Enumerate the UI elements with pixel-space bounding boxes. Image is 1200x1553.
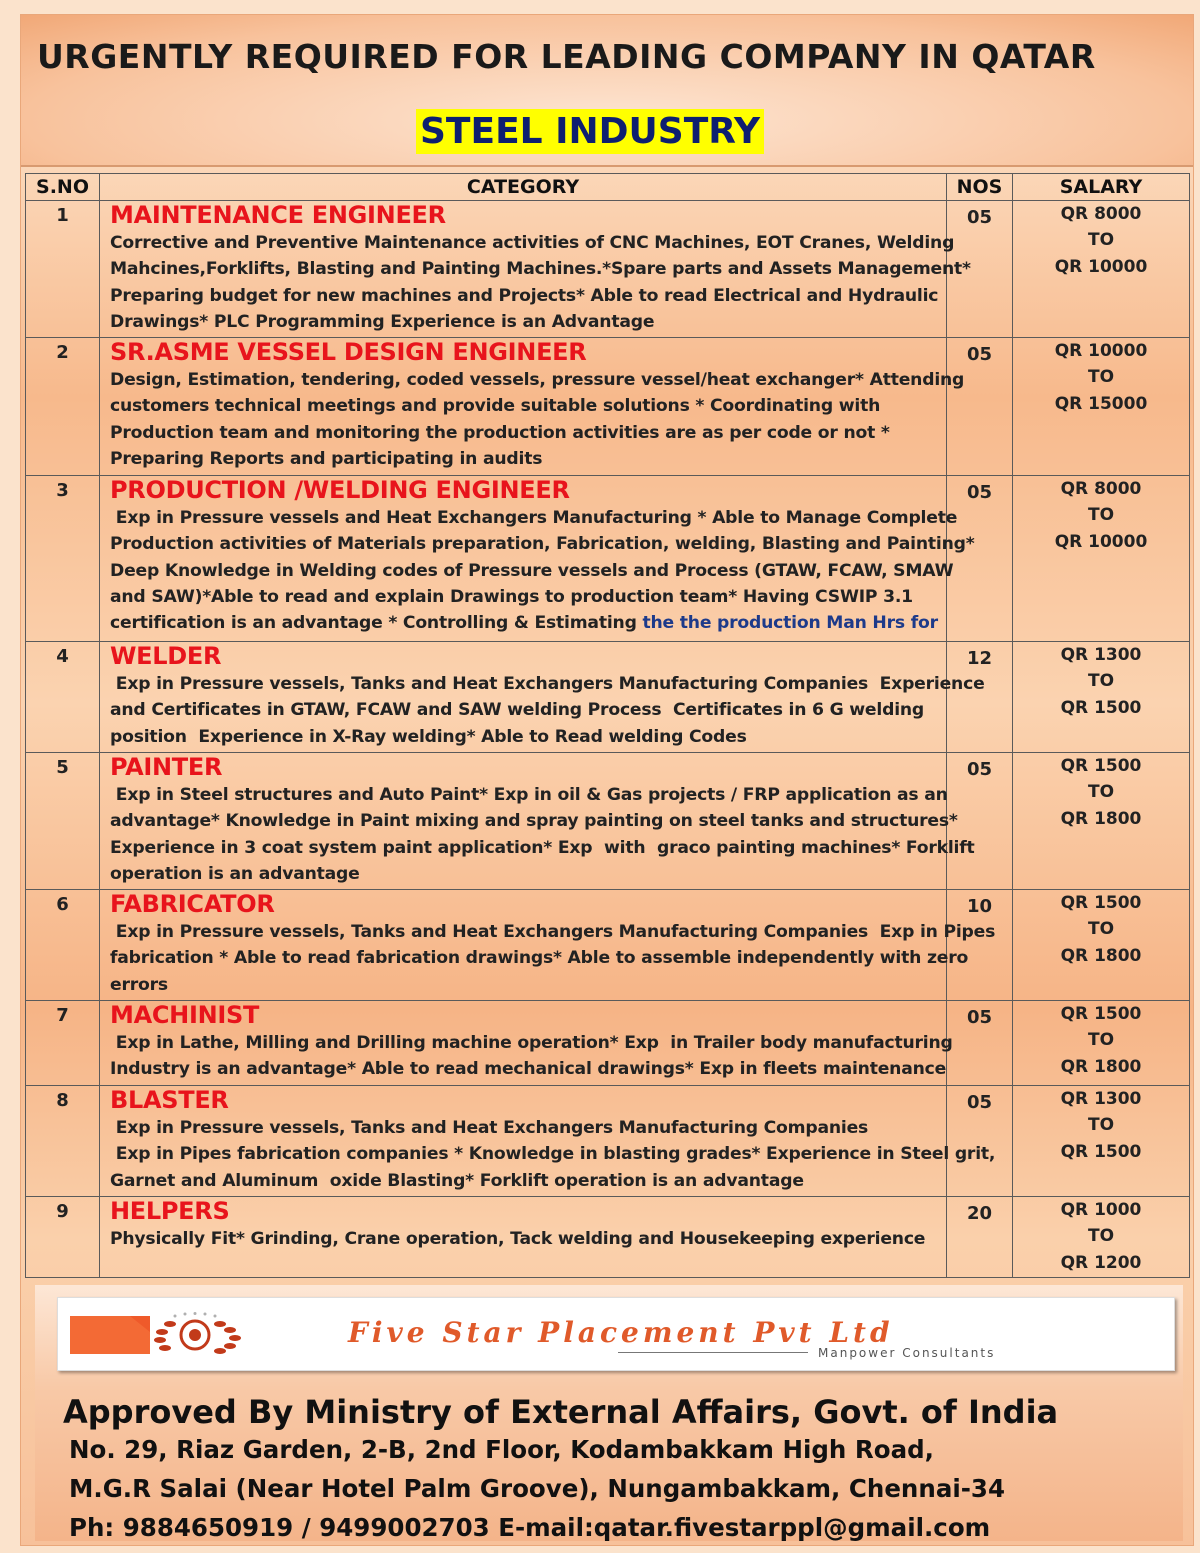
job-description-line: Preparing budget for new machines and Projects* Able to read Electrical and Hydraulic — [110, 285, 939, 306]
headline: URGENTLY REQUIRED FOR LEADING COMPANY IN QATAR — [37, 37, 1096, 76]
job-description-line: Preparing Reports and participating in audits — [110, 448, 543, 469]
job-title: PRODUCTION /WELDING ENGINEER — [110, 476, 570, 504]
job-description-line: Exp in Pressure vessels and Heat Exchangers Manufacturing * Able to Manage Complete — [110, 508, 958, 528]
job-description-line: Exp in Pipes fabrication companies * Knowledge in blasting grades* Experience in Steel grit, — [110, 1144, 996, 1165]
job-description-line: Mahcines,Forklifts, Blasting and Painting Machines.*Spare parts and Assets Management* — [110, 259, 971, 280]
row-salary — [1013, 753, 1190, 890]
jobs-table — [25, 173, 1190, 1278]
salary-line: TO — [1087, 1030, 1115, 1051]
address-line-2: M.G.R Salai (Near Hotel Palm Groove), Nungambakkam, Chennai-34 — [69, 1474, 1006, 1503]
salary-line: TO — [1087, 505, 1115, 526]
header-band — [21, 15, 1193, 167]
salary-line: QR 8000 — [1060, 479, 1142, 499]
company-logo-banner — [57, 1297, 1175, 1371]
salary-line: TO — [1087, 919, 1115, 940]
job-description-line: Garnet and Aluminum oxide Blasting* Forklift operation is an advantage — [110, 1170, 804, 1191]
job-title: FABRICATOR — [110, 890, 275, 918]
table-row — [26, 753, 1190, 890]
salary-line: TO — [1087, 367, 1115, 388]
job-description-line — [110, 610, 940, 636]
salary-line: TO — [1087, 1226, 1115, 1247]
salary-line: QR 1800 — [1060, 808, 1142, 829]
table-row — [26, 1001, 1190, 1086]
row-nos: 12 — [947, 642, 1013, 753]
salary-line: TO — [1087, 671, 1115, 692]
table-row — [26, 1197, 1190, 1278]
job-description-line: position Experience in X-Ray welding* Able to Read welding Codes — [110, 726, 747, 747]
column-header-sno: S.NO — [26, 174, 100, 201]
job-description-line: Industry is an advantage* Able to read mechanical drawings* Exp in fleets maintenance — [110, 1059, 947, 1080]
job-description-line: Production activities of Materials preparation, Fabrication, welding, Blasting and Painting* — [110, 534, 975, 555]
row-nos: 05 — [947, 1086, 1013, 1197]
job-title: PAINTER — [110, 753, 223, 781]
job-description-line: Corrective and Preventive Maintenance activities of CNC Machines, EOT Cranes, Welding — [110, 233, 955, 253]
salary-line: QR 1500 — [1060, 1004, 1142, 1024]
column-header-nos: NOS — [947, 174, 1013, 201]
contact-line: Ph: 9884650919 / 9499002703 E-mail:qatar.fivestarppl@gmail.com — [69, 1513, 991, 1542]
job-description-line: customers technical meetings and provide suitable solutions * Coordinating with — [110, 396, 881, 417]
job-description-line: and SAW)*Able to read and explain Drawings to production team* Having CSWIP 3.1 — [110, 586, 913, 607]
table-row — [26, 642, 1190, 753]
table-row — [26, 1086, 1190, 1197]
job-description-line: Design, Estimation, tendering, coded vessels, pressure vessel/heat exchanger* Attending — [110, 370, 965, 390]
row-salary — [1013, 642, 1190, 753]
job-description-line: Exp in Pressure vessels, Tanks and Heat Exchangers Manufacturing Companies Experience — [110, 674, 985, 694]
row-nos: 05 — [947, 201, 1013, 338]
row-sno: 6 — [26, 890, 100, 1001]
job-title: WELDER — [110, 642, 222, 670]
job-title: MACHINIST — [110, 1001, 260, 1029]
table-row — [26, 890, 1190, 1001]
job-description-line: Drawings* PLC Programming Experience is an Advantage — [110, 311, 655, 332]
job-title: HELPERS — [110, 1197, 230, 1225]
job-description-line: Production team and monitoring the production activities are as per code or not * — [110, 422, 890, 443]
salary-line: QR 10000 — [1054, 531, 1148, 552]
column-header-salary: SALARY — [1013, 174, 1190, 201]
job-description-text: certification is an advantage * Controlling & Estimating — [110, 613, 643, 634]
job-title: MAINTENANCE ENGINEER — [110, 201, 446, 229]
row-sno: 4 — [26, 642, 100, 753]
job-title: SR.ASME VESSEL DESIGN ENGINEER — [110, 338, 587, 366]
job-description-line: Exp in Pressure vessels, Tanks and Heat Exchangers Manufacturing Companies — [110, 1118, 869, 1138]
salary-line: QR 8000 — [1060, 204, 1142, 224]
salary-line: QR 10000 — [1054, 341, 1148, 361]
salary-line: QR 15000 — [1054, 393, 1148, 414]
salary-line: TO — [1087, 1115, 1115, 1136]
row-salary — [1013, 201, 1190, 338]
row-salary — [1013, 1197, 1190, 1278]
job-title: BLASTER — [110, 1086, 229, 1114]
row-sno: 2 — [26, 338, 100, 476]
job-poster — [20, 14, 1194, 1546]
row-category — [100, 1197, 947, 1278]
five-star-laurel-logo-icon — [70, 1312, 285, 1356]
row-sno: 8 — [26, 1086, 100, 1197]
row-nos: 05 — [947, 476, 1013, 642]
row-salary — [1013, 476, 1190, 642]
table-row — [26, 476, 1190, 642]
row-nos: 05 — [947, 338, 1013, 476]
company-name: Five Star Placement Pvt Ltd — [348, 1316, 894, 1349]
jobs-table-body — [26, 201, 1190, 1278]
salary-line: QR 1500 — [1060, 697, 1142, 718]
salary-line: QR 1800 — [1060, 945, 1142, 966]
job-description-line: advantage* Knowledge in Paint mixing and spray painting on steel tanks and structures* — [110, 811, 958, 832]
column-header-category: CATEGORY — [100, 174, 947, 201]
row-salary — [1013, 1001, 1190, 1086]
row-category — [100, 1001, 953, 1086]
job-description-line: Exp in Steel structures and Auto Paint* Exp in oil & Gas projects / FRP application as an — [110, 785, 948, 805]
row-salary — [1013, 1086, 1190, 1197]
job-description-line: Physically Fit* Grinding, Crane operation, Tack welding and Housekeeping experience — [110, 1229, 926, 1249]
salary-line: TO — [1087, 230, 1115, 251]
row-sno: 7 — [26, 1001, 100, 1086]
footer — [35, 1285, 1183, 1541]
job-description-line: and Certificates in GTAW, FCAW and SAW welding Process Certificates in 6 G welding — [110, 700, 925, 721]
row-nos: 20 — [947, 1197, 1013, 1278]
row-sno: 5 — [26, 753, 100, 890]
job-description-line: operation is an advantage — [110, 863, 360, 884]
job-description-line: Exp in Pressure vessels, Tanks and Heat Exchangers Manufacturing Companies Exp in Pipes — [110, 922, 996, 942]
row-nos: 05 — [947, 753, 1013, 890]
industry-label: STEEL INDUSTRY — [416, 109, 764, 154]
salary-line: QR 1500 — [1060, 1141, 1142, 1162]
job-description-highlight: the the production Man Hrs for — [642, 613, 938, 634]
salary-line: QR 1200 — [1060, 1252, 1142, 1273]
row-salary — [1013, 338, 1190, 476]
job-description-line: Exp in Lathe, Milling and Drilling machine operation* Exp in Trailer body manufacturing — [110, 1033, 953, 1053]
job-description-line: Deep Knowledge in Welding codes of Pressure vessels and Process (GTAW, FCAW, SMAW — [110, 560, 954, 581]
row-category — [100, 201, 971, 338]
company-subtitle: Manpower Consultants — [818, 1346, 996, 1360]
row-category — [100, 753, 975, 890]
salary-line: QR 1000 — [1060, 1200, 1142, 1220]
row-sno: 1 — [26, 201, 100, 338]
salary-line: QR 1300 — [1060, 1089, 1142, 1109]
salary-line: QR 10000 — [1054, 256, 1148, 277]
salary-line: QR 1500 — [1060, 756, 1142, 776]
table-header-row — [26, 174, 1190, 201]
job-description-line: errors — [110, 974, 168, 995]
company-sub-rule — [618, 1352, 808, 1353]
salary-line: TO — [1087, 782, 1115, 803]
row-category — [100, 476, 975, 642]
row-sno: 3 — [26, 476, 100, 642]
row-nos: 10 — [947, 890, 1013, 1001]
row-sno: 9 — [26, 1197, 100, 1278]
salary-line: QR 1300 — [1060, 645, 1142, 665]
table-row — [26, 338, 1190, 476]
salary-line: QR 1500 — [1060, 893, 1142, 913]
row-salary — [1013, 890, 1190, 1001]
address-line-1: No. 29, Riaz Garden, 2-B, 2nd Floor, Kodambakkam High Road, — [69, 1435, 934, 1464]
job-description-line: Experience in 3 coat system paint application* Exp with graco painting machines* Forklift — [110, 837, 975, 858]
table-row — [26, 201, 1190, 338]
row-nos: 05 — [947, 1001, 1013, 1086]
row-category — [100, 338, 965, 476]
approval-statement: Approved By Ministry of External Affairs, Govt. of India — [63, 1393, 1059, 1431]
job-description-line: fabrication * Able to read fabrication drawings* Able to assemble independently with zero — [110, 948, 969, 969]
salary-line: QR 1800 — [1060, 1056, 1142, 1077]
